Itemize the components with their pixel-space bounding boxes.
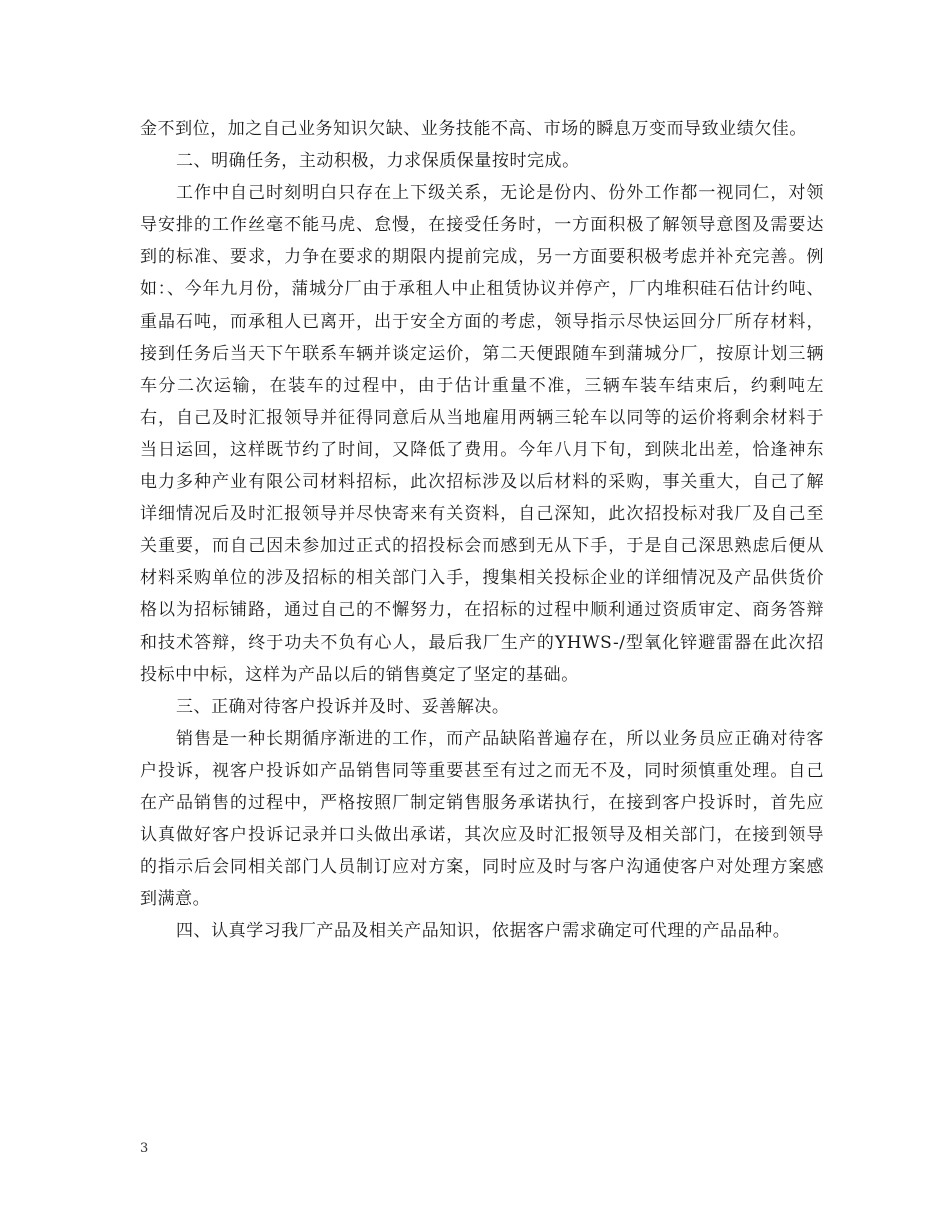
page-number: 3 [140, 1141, 149, 1156]
paragraph-complaints: 销售是一种长期循序渐进的工作，而产品缺陷普遍存在，所以业务员应正确对待客户投诉，视客户投诉如产品销售同等重要甚至有过之而无不及，同时须慎重处理。自己在产品销售的过程中，严格按照厂制定销售服务承诺执行，在接到客户投诉时，首先应认真做好客户投诉记录并口头做出承诺，其次应及时汇报领导及相关部门，在接到领导的指示后会同相关部门人员制订应对方案，同时应及时与客户沟通使客户对处理方案感到满意。 [140, 728, 824, 910]
section-heading-2: 二、明确任务，主动积极，力求保质保量按时完成。 [176, 151, 580, 172]
section-heading-3: 三、正确对待客户投诉并及时、妥善解决。 [176, 696, 510, 717]
section-heading-4: 四、认真学习我厂产品及相关产品知识，依据客户需求确定可代理的产品品种。 [176, 921, 791, 942]
paragraph-continuation: 金不到位，加之自己业务知识欠缺、业务技能不高、市场的瞬息万变而导致业绩欠佳。 [140, 119, 807, 139]
paragraph-task-examples: 工作中自己时刻明白只存在上下级关系，无论是份内、份外工作都一视同仁，对领导安排的工作丝毫不能马虎、怠慢，在接受任务时，一方面积极了解领导意图及需要达到的标准、要求，力争在要求的期限内提前完成，另一方面要积极考虑并补充完善。例如：、今年九月份，蒲城分厂由于承租人中止租赁协议并停产，厂内堆积硅石估计约吨、重晶石吨，而承租人已离开，出于安全方面的考虑，领导指示尽快运回分厂所存材料，接到任务后当天下午联系车辆并谈定运价，第二天便跟随车到蒲城分厂，按原计划三辆车分二次运输，在装车的过程中，由于估计重量不准，三辆车装车结束后，约剩吨左右，自己及时汇报领导并征得同意后从当地雇用两辆三轮车以同等的运价将剩余材料于当日运回，这样既节约了时间，又降低了费用。今年八月下旬，到陕北出差，恰逢神东电力多种产业有限公司材料招标，此次招标涉及以后材料的采购，事关重大，自己了解详细情况后及时汇报领导并尽快寄来有关资料，自己深知，此次招投标对我厂及自己至关重要，而自己因未参加过正式的招投标会而感到无从下手，于是自己深思熟虑后便从材料采购单位的涉及招标的相关部门入手，搜集相关投标企业的详细情况及产品供货价格以为招标铺路，通过自己的不懈努力，在招标的过程中顺利通过资质审定、商务答辩和技术答辩，终于功夫不负有心人，最后我厂生产的YHWS-/型氧化锌避雷器在此次招投标中中标，这样为产品以后的销售奠定了坚定的基础。 [140, 183, 824, 685]
document-body [140, 113, 824, 947]
